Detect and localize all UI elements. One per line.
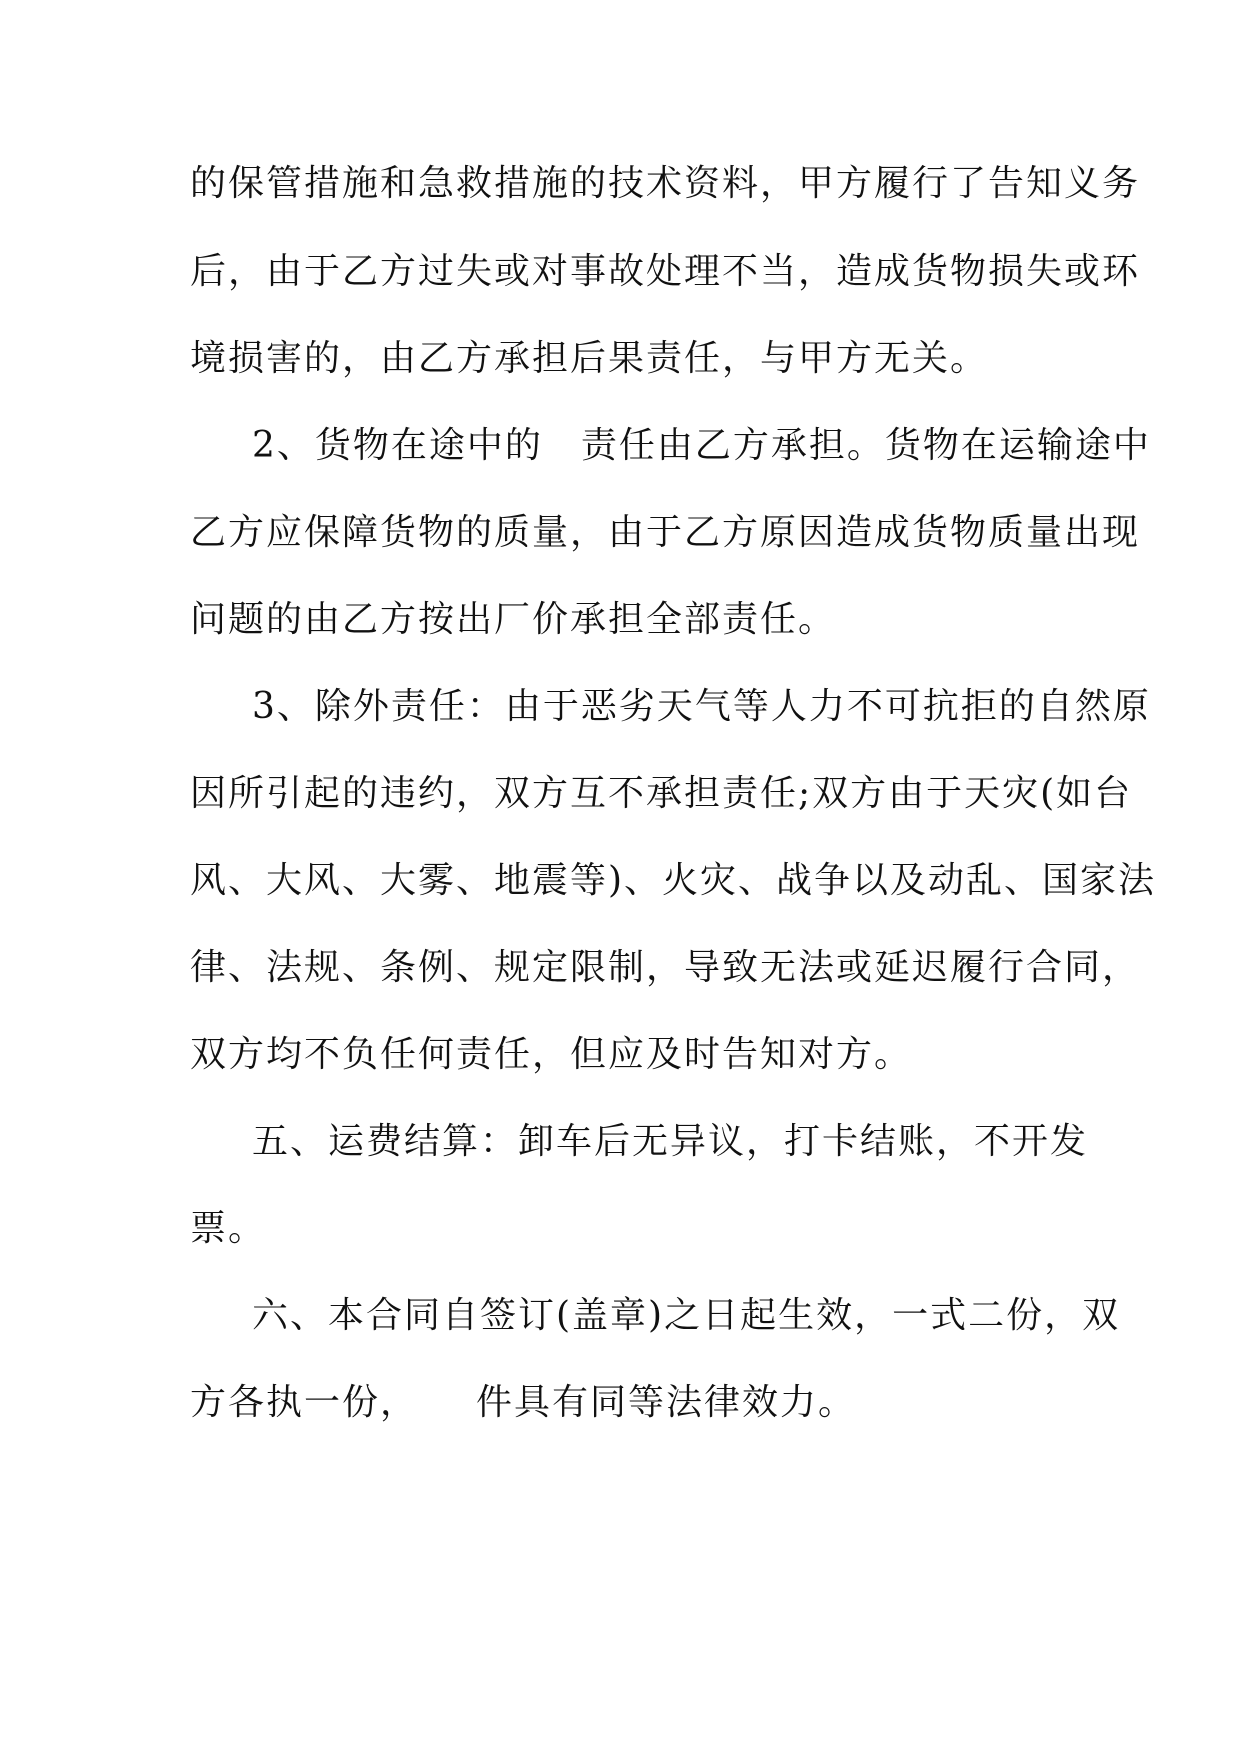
text-line: 3、除外责任：由于恶劣天气等人力不可抗拒的自然原 [252, 686, 1151, 727]
text-line: 乙方应保障货物的质量，由于乙方原因造成货物质量出现 [190, 512, 1141, 553]
text-line: 方各执一份， 件具有同等法律效力。 [190, 1382, 857, 1423]
text-line: 2、货物在途中的 责任由乙方承担。货物在运输途中 [252, 425, 1151, 466]
text-line: 律、法规、条例、规定限制，导致无法或延迟履行合同， [190, 947, 1141, 988]
text-line: 后，由于乙方过失或对事故处理不当，造成货物损失或环 [190, 251, 1141, 292]
text-line: 风、大风、大雾、地震等)、火灾、战争以及动乱、国家法 [190, 860, 1157, 901]
text-line: 双方均不负任何责任，但应及时告知对方。 [190, 1034, 913, 1075]
text-line: 境损害的，由乙方承担后果责任，与甲方无关。 [190, 338, 989, 379]
text-line: 六、本合同自签订(盖章)之日起生效，一式二份，双 [252, 1295, 1121, 1336]
text-line: 的保管措施和急救措施的技术资料，甲方履行了告知义务 [190, 163, 1141, 204]
text-line: 五、运费结算：卸车后无异议，打卡结账，不开发 [252, 1121, 1089, 1162]
text-line: 因所引起的违约，双方互不承担责任;双方由于天灾(如台 [190, 773, 1133, 814]
text-line: 票。 [190, 1208, 267, 1249]
text-line: 问题的由乙方按出厂价承担全部责任。 [190, 599, 837, 640]
